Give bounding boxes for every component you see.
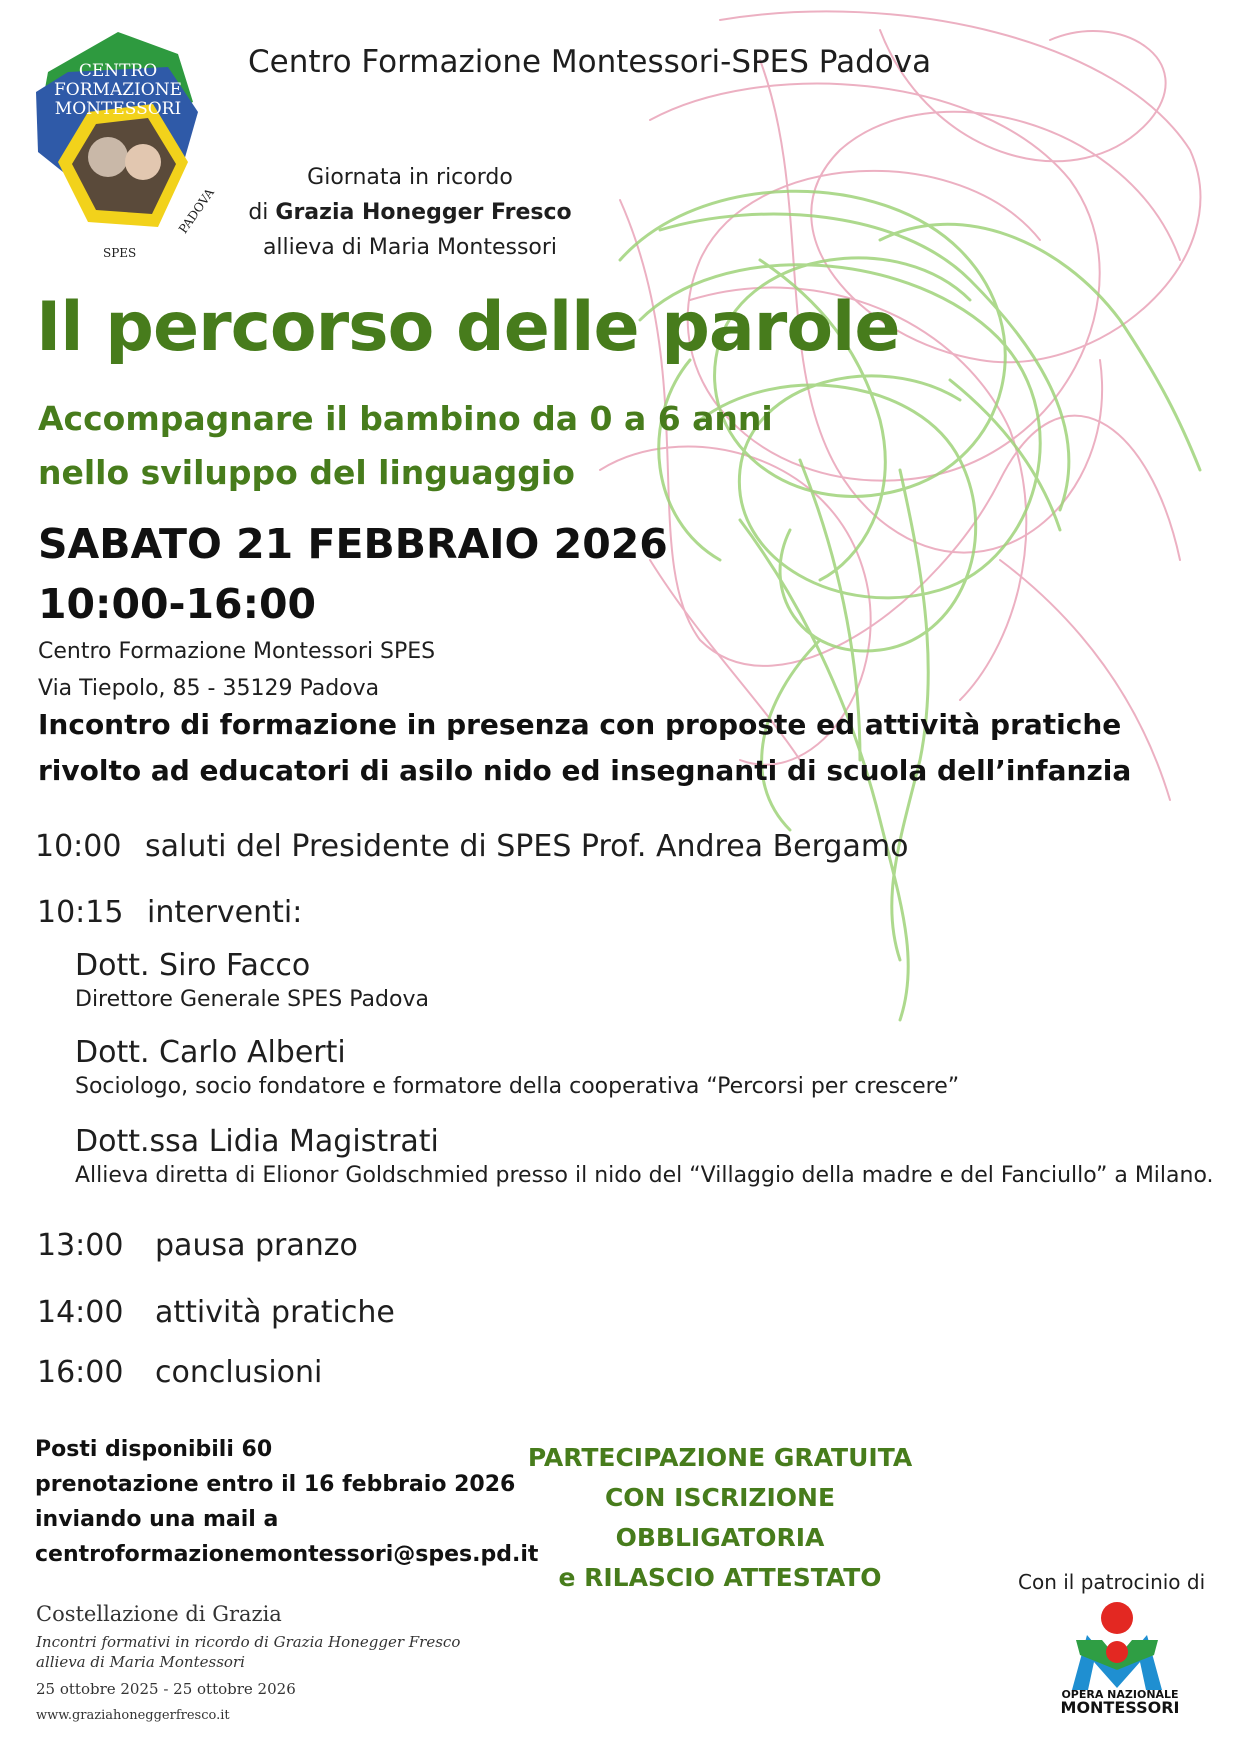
intro-line2: rivolto ad educatori di asilo nido ed insegnanti di scuola dell’infanzia xyxy=(38,754,1132,787)
event-date: SABATO 21 FEBBRAIO 2026 xyxy=(38,520,668,568)
program-time: 10:00 xyxy=(35,829,122,864)
program-time: 16:00 xyxy=(37,1355,124,1390)
venue-name: Centro Formazione Montessori SPES xyxy=(38,639,436,664)
speaker-name: Dott. Siro Facco xyxy=(75,948,311,983)
program-welcome xyxy=(35,829,908,864)
participation-line1: PARTECIPAZIONE GRATUITA xyxy=(527,1443,913,1472)
program-lunch xyxy=(37,1228,358,1263)
registration-deadline: prenotazione entro il 16 febbraio 2026 xyxy=(35,1472,516,1497)
speaker-role: Direttore Generale SPES Padova xyxy=(75,987,429,1012)
program-time: 14:00 xyxy=(37,1295,124,1330)
memorial-line3: allieva di Maria Montessori xyxy=(262,235,558,260)
speaker-name: Dott.ssa Lidia Magistrati xyxy=(75,1124,439,1159)
constellation-line2: allieva di Maria Montessori xyxy=(36,1653,245,1671)
onm-wordmark xyxy=(1040,1688,1200,1717)
memorial-dedication xyxy=(240,160,580,265)
program-time: 10:15 xyxy=(37,895,124,930)
constellation-block xyxy=(36,1602,460,1723)
program-time: 13:00 xyxy=(37,1228,124,1263)
venue-address: Via Tiepolo, 85 - 35129 Padova xyxy=(38,676,380,701)
event-datetime xyxy=(38,514,668,634)
program-text: saluti del Presidente di SPES Prof. Andrea Bergamo xyxy=(145,829,909,864)
constellation-dates: 25 ottobre 2025 - 25 ottobre 2026 xyxy=(36,1680,296,1698)
program-closing xyxy=(37,1355,322,1390)
speaker-item xyxy=(75,1124,1214,1188)
logo-spes-label: SPES xyxy=(103,246,137,260)
speaker-role: Sociologo, socio fondatore e formatore della cooperativa “Percorsi per crescere” xyxy=(75,1074,960,1099)
event-venue xyxy=(38,633,435,707)
centro-formazione-logo xyxy=(28,32,218,272)
speaker-role: Allieva diretta di Elionor Goldschmied presso il nido del “Villaggio della madre e del Fanciullo” a Milano. xyxy=(75,1163,1214,1188)
event-title: Il percorso delle parole xyxy=(36,288,900,367)
registration-send: inviando una mail a xyxy=(35,1507,279,1532)
subtitle-line2: nello sviluppo del linguaggio xyxy=(38,453,575,492)
patronage-label: Con il patrocinio di xyxy=(1018,1570,1206,1594)
logo-text xyxy=(48,62,188,119)
program-text: pausa pranzo xyxy=(155,1228,358,1263)
intro-line1: Incontro di formazione in presenza con proposte ed attività pratiche xyxy=(38,708,1122,741)
seats-available: Posti disponibili 60 xyxy=(35,1437,273,1462)
event-time: 10:00-16:00 xyxy=(38,580,317,628)
participation-line3: e RILASCIO ATTESTATO xyxy=(558,1563,882,1592)
memorial-prefix: di xyxy=(248,200,276,225)
onm-line2: MONTESSORI xyxy=(1060,1698,1180,1717)
registration-info xyxy=(35,1432,538,1572)
constellation-website[interactable]: www.graziahoneggerfresco.it xyxy=(36,1708,230,1723)
program-text: attività pratiche xyxy=(155,1295,395,1330)
memorial-name: Grazia Honegger Fresco xyxy=(275,200,572,225)
memorial-line2 xyxy=(240,195,580,230)
program-talks xyxy=(37,895,302,930)
onm-line1: OPERA NAZIONALE xyxy=(1061,1688,1179,1701)
memorial-line1: Giornata in ricordo xyxy=(307,165,513,190)
speaker-name: Dott. Carlo Alberti xyxy=(75,1035,346,1070)
event-subtitle xyxy=(38,392,773,500)
logo-line3: MONTESSORI xyxy=(54,99,182,119)
registration-email[interactable]: centroformazionemontessori@spes.pd.it xyxy=(35,1542,539,1567)
program-text: interventi: xyxy=(147,895,303,930)
logo-line2: FORMAZIONE xyxy=(54,80,182,100)
subtitle-line1: Accompagnare il bambino da 0 a 6 anni xyxy=(38,399,773,438)
speaker-item xyxy=(75,948,429,1012)
constellation-title: Costellazione di Grazia xyxy=(36,1602,282,1626)
logo-padova-label: PADOVA xyxy=(176,185,217,237)
logo-line1: CENTRO xyxy=(78,61,158,81)
header-organization: Centro Formazione Montessori-SPES Padova xyxy=(248,44,932,80)
participation-line2: CON ISCRIZIONE OBBLIGATORIA xyxy=(604,1483,836,1552)
participation-notice xyxy=(520,1438,920,1598)
speaker-item xyxy=(75,1035,959,1099)
event-intro xyxy=(38,702,1131,794)
program-activities xyxy=(37,1295,395,1330)
constellation-line1: Incontri formativi in ricordo di Grazia Honegger Fresco xyxy=(36,1633,461,1651)
program-text: conclusioni xyxy=(155,1355,323,1390)
